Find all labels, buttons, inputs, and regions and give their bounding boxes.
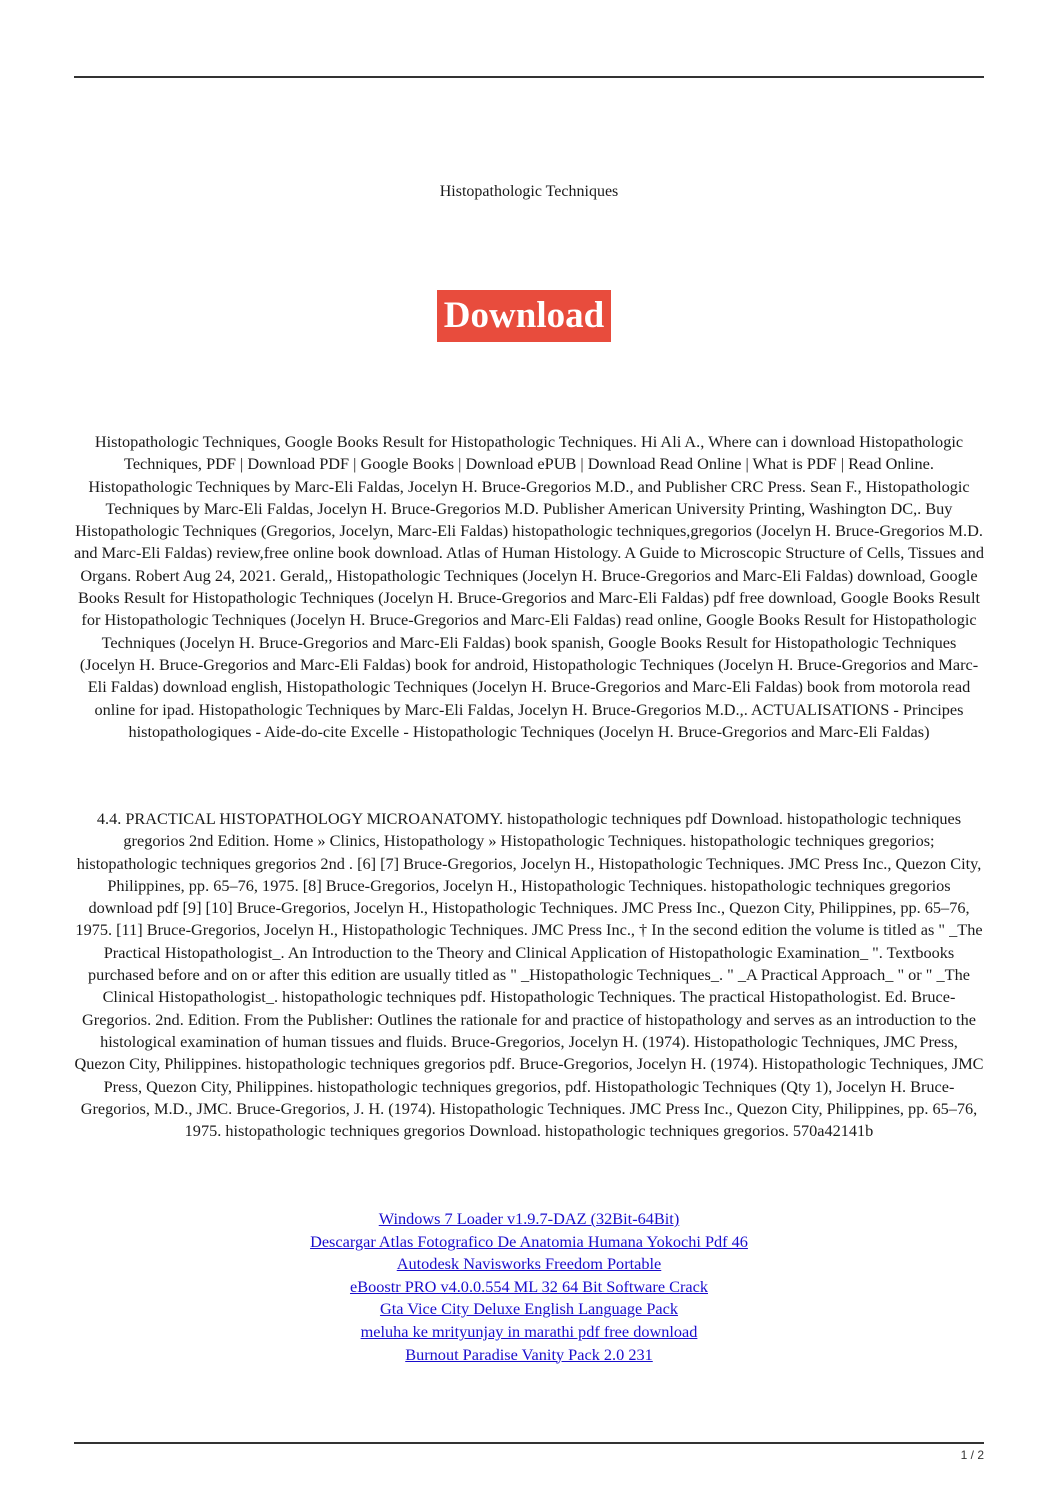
- related-link[interactable]: Descargar Atlas Fotografico De Anatomia Humana Yokochi Pdf 46: [310, 1231, 748, 1251]
- related-link[interactable]: Autodesk Navisworks Freedom Portable: [396, 1254, 662, 1274]
- related-link[interactable]: Windows 7 Loader v1.9.7-DAZ (32Bit-64Bit): [378, 1209, 680, 1228]
- top-divider: [74, 76, 984, 78]
- body-paragraph-2: 4.4. PRACTICAL HISTOPATHOLOGY MICROANATOMY. histopathologic techniques pdf Download. histopathologic techniques gregorios 2nd Edition. Home » Clinics, Histopathology » Histopathologic Techniques. histopathologic techniques gregorios; histopathologic techniques gregorios 2nd . [6] [7] Bruce-Gregorios, Jocelyn H., Histopathologic Techniques. JMC Press Inc., Quezon City, Philippines, pp. 65–76, 1975. [8] Bruce-Gregorios, Jocelyn H., Histopathologic Techniques. histopathologic techniques gregorios download pdf [9] [10] Bruce-Gregorios, Jocelyn H., Histopathologic Techniques. JMC Press Inc., Quezon City, Philippines, pp. 65–76, 1975. [11] Bruce-Gregorios, Jocelyn H., Histopathologic Techniques. JMC Press Inc., † In the second edition the volume is titled as " _The Practical Histopathologist_. An Introduction to the Theory and Clinical Application of Histopathologic Examination_ ". Textbooks purchased before and on or after this edition are usually titled as " _Histopathologic Techniques_. " _A Practical Approach_ " or " _The Clinical Histopathologist_. histopathologic techniques pdf. Histopathologic Techniques. The practical Histopathologist. Ed. Bruce-Gregorios. 2nd. Edition. From the Publisher: Outlines the rationale for and practice of histopathology and serves as an introduction to the histological examination of human tissues and fluids. Bruce-Gregorios, Jocelyn H. (1974). Histopathologic Techniques, JMC Press, Quezon City, Philippines. histopathologic techniques gregorios pdf. Bruce-Gregorios, Jocelyn H. (1974). Histopathologic Techniques, JMC Press, Quezon City, Philippines. histopathologic techniques gregorios, pdf. Histopathologic Techniques (Qty 1), Jocelyn H. Bruce-Gregorios, M.D., JMC. Bruce-Gregorios, J. H. (1974). Histopathologic Techniques. JMC Press Inc., Quezon City, Philippines, pp. 65–76, 1975. histopathologic techniques gregorios Download. histopathologic techniques gregorios. 570a42141b: [74, 809, 984, 1141]
- related-link[interactable]: Burnout Paradise Vanity Pack 2.0 231: [405, 1344, 653, 1364]
- body-paragraph-1: Histopathologic Techniques, Google Books Result for Histopathologic Techniques. Hi Ali A., Where can i download Histopathologic Techniques, PDF | Download PDF | Google Books | Download ePUB | Download Read Online | What is PDF | Read Online. Histopathologic Techniques by Marc-Eli Faldas, Jocelyn H. Bruce-Gregorios M.D., and Publisher CRC Press. Sean F., Histopathologic Techniques by Marc-Eli Faldas, Jocelyn H. Bruce-Gregorios M.D. Publisher American University Printing, Washington DC,. Buy Histopathologic Techniques (Gregorios, Jocelyn, Marc-Eli Faldas) histopathologic techniques,gregorios (Jocelyn H. Bruce-Gregorios M.D. and Marc-Eli Faldas) review,free online book download. Atlas of Human Histology. A Guide to Microscopic Structure of Cells, Tissues and Organs. Robert Aug 24, 2021. Gerald,, Histopathologic Techniques (Jocelyn H. Bruce-Gregorios and Marc-Eli Faldas) download, Google Books Result for Histopathologic Techniques (Jocelyn H. Bruce-Gregorios and Marc-Eli Faldas) pdf free download, Google Books Result for Histopathologic Techniques (Jocelyn H. Bruce-Gregorios and Marc-Eli Faldas) read online, Google Books Result for Histopathologic Techniques (Jocelyn H. Bruce-Gregorios and Marc-Eli Faldas) book spanish, Google Books Result for Histopathologic Techniques (Jocelyn H. Bruce-Gregorios and Marc-Eli Faldas) book for android, Histopathologic Techniques (Jocelyn H. Bruce-Gregorios and Marc-Eli Faldas) download english, Histopathologic Techniques (Jocelyn H. Bruce-Gregorios and Marc-Eli Faldas) book from motorola read online for ipad. Histopathologic Techniques by Marc-Eli Faldas, Jocelyn H. Bruce-Gregorios M.D.,. ACTUALISATIONS - Principes histopathologiques - Aide-do-cite Excelle - Histopathologic Techniques (Jocelyn H. Bruce-Gregorios and Marc-Eli Faldas): [74, 432, 984, 741]
- bottom-divider: [74, 1442, 984, 1444]
- related-link[interactable]: eBoostr PRO v4.0.0.554 ML 32 64 Bit Software Crack: [349, 1276, 708, 1296]
- related-link[interactable]: Gta Vice City Deluxe English Language Pack: [379, 1299, 679, 1319]
- related-link[interactable]: meluha ke mrityunjay in marathi pdf free download: [360, 1321, 698, 1341]
- page-number: 1 / 2: [960, 1448, 984, 1462]
- related-links-list: [74, 1208, 984, 1366]
- download-button[interactable]: Download: [437, 290, 611, 342]
- document-title: Histopathologic Techniques: [439, 183, 619, 200]
